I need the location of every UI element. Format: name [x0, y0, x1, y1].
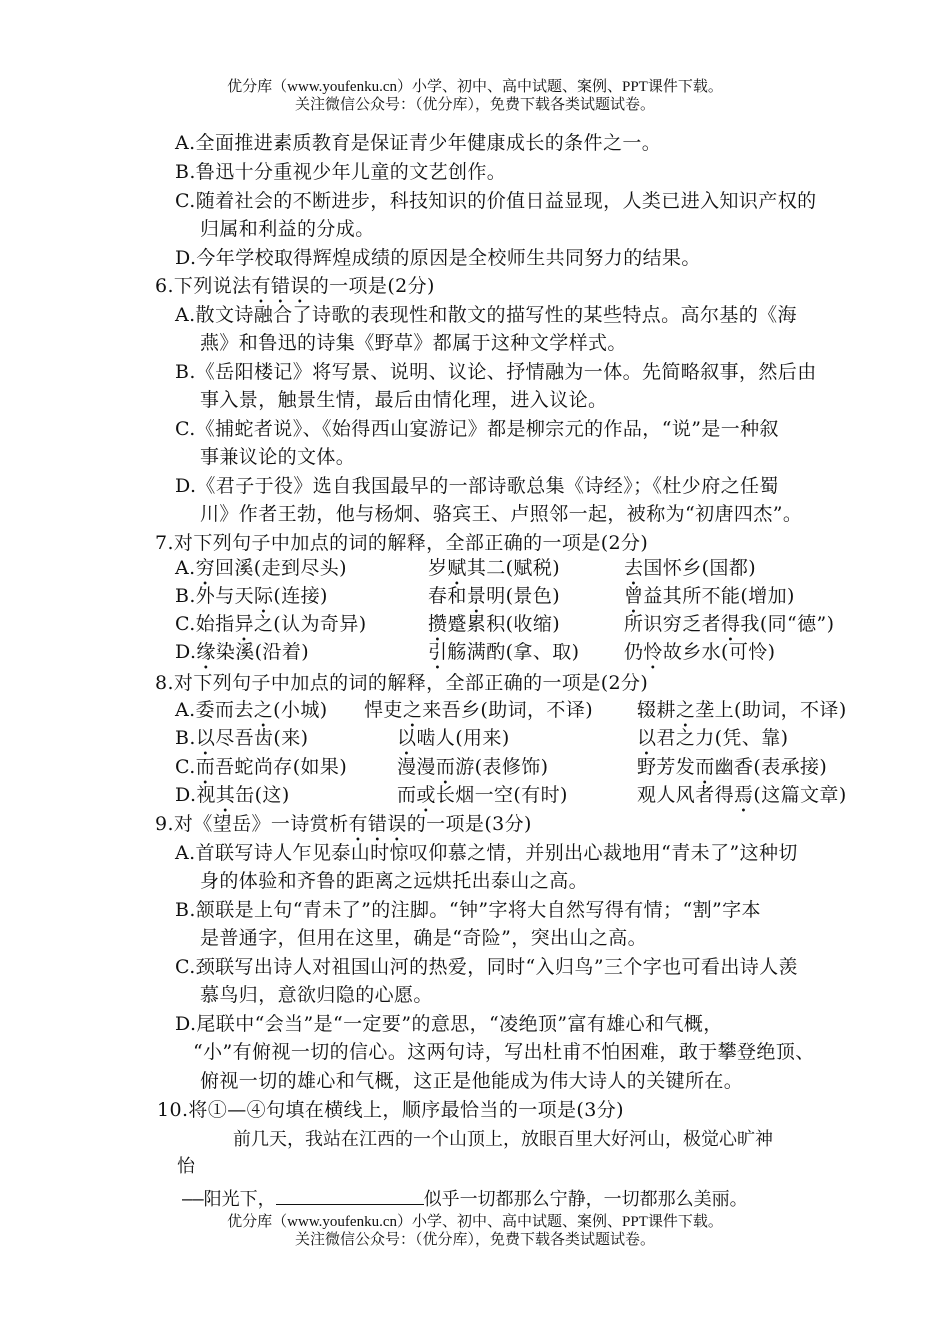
emphasized-word: 得 [721, 613, 741, 635]
q9-option-d-line2: “小”有俯视一切的信心。这两句诗，写出杜甫不怕困难，敢于攀登绝顶、 [193, 1041, 815, 1063]
emphasized-word: 异 [234, 613, 254, 635]
q10-passage-line3: ——阳光下， 似乎一切都那么宁静，一切都那么美丽。 [182, 1186, 748, 1212]
q7-row-a: A.穷回溪(走到尽头) 岁赋其二(赋税) 去国怀乡(国都) [175, 557, 757, 579]
q6-option-b-line2: 事入景，触景生情，最后由情化理，进入议论。 [200, 389, 608, 411]
q6-stem: 6.下列说法有错误的一项是(2分) [155, 275, 435, 297]
emphasized-word: 焉 [734, 784, 754, 806]
q7-row-d: D.缘染溪(沿着) 引觞满酌(拿、取) 仍怜故乡水(可怜) [175, 641, 776, 663]
footer-line-1: 优分库（www.youfenku.cn）小学、初中、高中试题、案例、PPT课件下载。 [227, 1214, 723, 1230]
q6-option-d-line2: 川》作者王勃，他与杨炯、骆宾王、卢照邻一起，被称为“初唐四杰”。 [200, 503, 803, 525]
q6-option-d-line1: D.《君子于役》选自我国最早的一部诗歌总集《诗经》；《杜少府之任蜀 [175, 475, 779, 497]
q8-stem: 8.对下列句子中加点的词的解释，全部正确的一项是(2分) [155, 672, 649, 694]
q6-option-b-line1: B.《岳阳楼记》将写景、说明、议论、抒情融为一体。先简略叙事，然后由 [175, 361, 817, 383]
q9-option-b-line1: B.颔联是上句“青未了”的注脚。“钟”字将大自然写得有情；“割”字本 [175, 899, 761, 921]
q6-stem-emphasis: 有错误 [251, 275, 310, 297]
q9-option-c-line2: 慕鸟归，意欲归隐的心愿。 [200, 984, 433, 1006]
emphasized-word: 或 [416, 784, 436, 806]
q7-row-b: B.外与天际(连接) 春和景明(景色) 曾益其所不能(增加) [175, 585, 795, 607]
q9-option-a-line1: A.首联写诗人乍见泰山时惊叹仰慕之情，并别出心裁地用“青未了”这种切 [175, 842, 798, 864]
emphasized-word: 赋 [447, 557, 467, 579]
q5-option-c-line2: 归属和利益的分成。 [200, 218, 375, 240]
q5-option-c-line1: C.随着社会的不断进步，科技知识的价值日益显现，人类已进入知识产权的 [175, 190, 817, 212]
q9-option-d-line1: D.尾联中“会当”是“一定要”的意思，“凌绝顶”富有雄心和气概， [175, 1013, 723, 1035]
q5-option-d: D.今年学校取得辉煌成绩的原因是全校师生共同努力的结果。 [175, 247, 701, 269]
emphasized-word: 之 [253, 699, 274, 721]
q6-option-c-line2: 事兼议论的文体。 [200, 446, 356, 468]
q9-option-b-line2: 是普通字，但用在这里，确是“奇险”，突出山之高。 [200, 927, 648, 949]
emphasized-word: 攒 [428, 613, 448, 635]
emphasized-word: 曾 [624, 585, 644, 607]
q10-passage-line2: 怡 [177, 1156, 195, 1177]
emphasized-word: 之 [675, 699, 696, 721]
emphasized-word: 以 [397, 727, 417, 749]
q6-option-c-line1: C.《捕蛇者说》、《始得西山宴游记》都是柳宗元的作品，“说”是一种叙 [175, 418, 779, 440]
header-line-2: 关注微信公众号：（优分库），免费下载各类试题试卷。 [294, 97, 655, 113]
q9-option-c-line1: C.颈联写出诗人对祖国山河的热爱，同时“入归鸟”三个字也可看出诗人羡 [175, 956, 798, 978]
q8-row-c: C.而吾蛇尚存(如果) 漫漫而游(表修饰) 野芳发而幽香(表承接) [175, 756, 828, 778]
emphasized-word: 以 [637, 727, 657, 749]
q8-row-a: A.委而去之(小城) 悍吏之来吾乡(助词，不译) 辍耕之垄上(助词，不译) [175, 699, 847, 721]
emphasized-word: 引 [428, 641, 448, 663]
emphasized-word: 穷 [195, 557, 215, 579]
q8-row-d: D.视其缶(这) 而或长烟一空(有时) 观人风者得焉(这篇文章) [175, 784, 847, 806]
q9-option-a-line2: 身的体验和齐鲁的距离之远烘托出泰山之高。 [200, 870, 589, 892]
q9-stem: 9.对《望岳》一诗赏析有错误的一项是(3分) [155, 813, 532, 835]
q9-stem-emphasis: 有错误 [348, 813, 407, 835]
footer-line-2: 关注微信公众号：（优分库），免费下载各类试题试卷。 [294, 1232, 655, 1248]
q10-passage-line1: 前几天，我站在江西的一个山顶上，放眼百里大好河山，极觉心旷神 [233, 1129, 773, 1150]
emphasized-word: 而 [195, 756, 216, 778]
q7-row-c: C.始指异之(认为奇异) 攒蹙累积(收缩) 所识穷乏者得我(同“德”) [175, 613, 835, 635]
q8-row-b: B.以尽吾齿(来) 以啮人(用来) 以君之力(凭、靠) [175, 727, 789, 749]
emphasized-word: 怜 [643, 641, 663, 663]
emphasized-word: 缘 [196, 641, 216, 663]
q5-option-b: B.鲁迅十分重视少年儿童的文艺创作。 [175, 161, 507, 183]
q10-stem: 10.将①—④句填在横线上，顺序最恰当的一项是(3分) [157, 1099, 624, 1121]
emphasized-word: 景 [466, 585, 487, 607]
emphasized-word: 际 [254, 585, 274, 607]
header-line-1: 优分库（www.youfenku.cn）小学、初中、高中试题、案例、PPT课件下载。 [227, 79, 723, 95]
emphasized-word: 其 [215, 784, 236, 806]
q6-option-a-line1: A.散文诗融合了诗歌的表现性和散文的描写性的某些特点。高尔基的《海 [175, 304, 797, 326]
emphasized-word: 去 [624, 557, 644, 579]
emphasized-word: 以 [195, 727, 216, 749]
emphasized-word: 而 [435, 756, 456, 778]
emphasized-word: 而 [695, 756, 715, 778]
q7-stem: 7.对下列句子中加点的词的解释，全部正确的一项是(2分) [155, 532, 649, 554]
fill-in-blank[interactable] [276, 1186, 424, 1205]
emphasized-word: 之 [402, 699, 423, 721]
q5-option-a: A.全面推进素质教育是保证青少年健康成长的条件之一。 [175, 132, 662, 154]
q6-option-a-line2: 燕》和鲁迅的诗集《野草》都属于这种文学样式。 [200, 332, 627, 354]
q9-option-d-line3: 俯视一切的雄心和气概，这正是他能成为伟大诗人的关键所在。 [200, 1070, 744, 1092]
